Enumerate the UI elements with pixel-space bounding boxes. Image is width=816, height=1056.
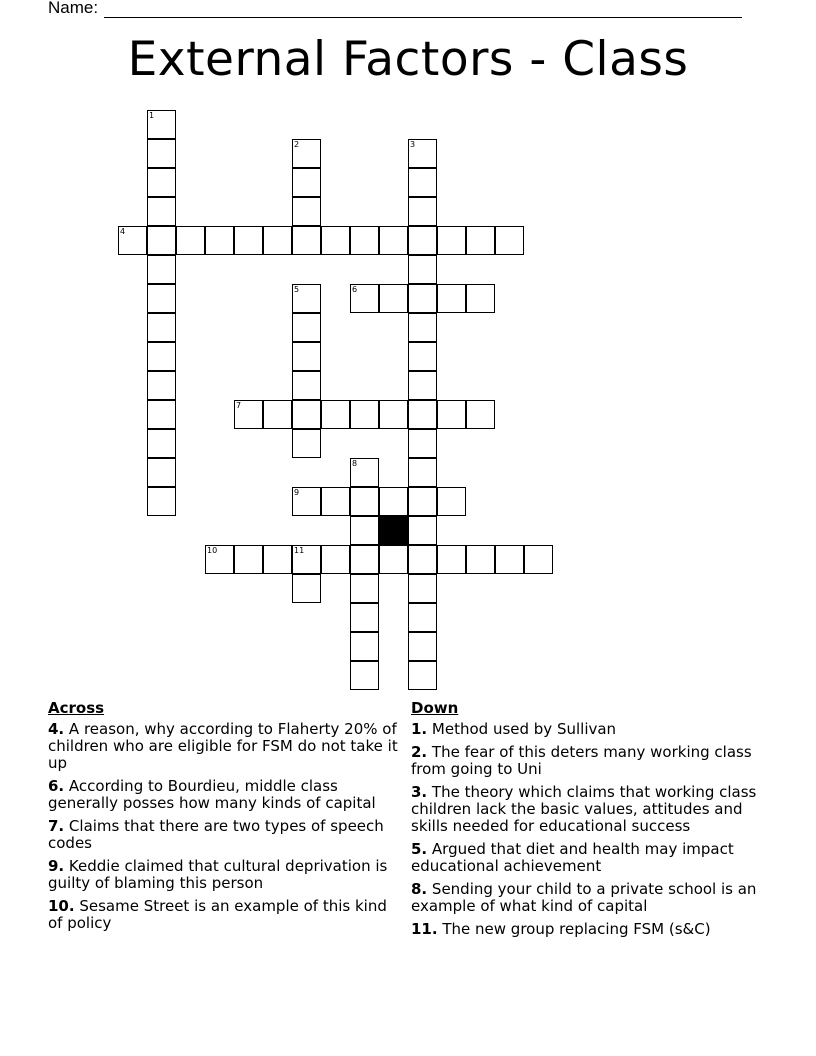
- across-clue-10: 10. Sesame Street is an example of this kind of policy: [48, 897, 387, 932]
- crossword-cell[interactable]: [176, 226, 205, 255]
- crossword-cell[interactable]: [466, 400, 495, 429]
- crossword-cell[interactable]: [321, 545, 350, 574]
- crossword-cell[interactable]: [147, 313, 176, 342]
- crossword-block: [379, 516, 408, 545]
- clue-number: 9: [294, 488, 300, 497]
- crossword-cell[interactable]: [292, 545, 321, 574]
- crossword-cell[interactable]: [408, 168, 437, 197]
- crossword-cell[interactable]: [205, 545, 234, 574]
- clue-number: 6: [352, 285, 358, 294]
- crossword-cell[interactable]: [379, 226, 408, 255]
- crossword-cell[interactable]: [379, 284, 408, 313]
- clue-number: 1: [149, 111, 155, 120]
- crossword-cell[interactable]: [379, 545, 408, 574]
- crossword-cell[interactable]: [263, 545, 292, 574]
- crossword-cell[interactable]: [147, 226, 176, 255]
- crossword-cell[interactable]: [408, 574, 437, 603]
- crossword-cell[interactable]: [437, 487, 466, 516]
- crossword-cell[interactable]: [147, 197, 176, 226]
- clue-number: 5: [294, 285, 300, 294]
- crossword-cell[interactable]: [495, 226, 524, 255]
- crossword-cell[interactable]: [292, 284, 321, 313]
- crossword-cell[interactable]: [408, 139, 437, 168]
- crossword-cell[interactable]: [350, 516, 379, 545]
- crossword-cell[interactable]: [321, 226, 350, 255]
- crossword-cell[interactable]: [408, 429, 437, 458]
- name-label: Name:: [48, 0, 99, 17]
- crossword-cell[interactable]: [234, 226, 263, 255]
- crossword-cell[interactable]: [408, 313, 437, 342]
- across-clue-9: 9. Keddie claimed that cultural deprivation is guilty of blaming this person: [48, 857, 388, 892]
- crossword-cell[interactable]: [408, 255, 437, 284]
- crossword-cell[interactable]: [408, 516, 437, 545]
- down-heading: Down: [411, 699, 459, 717]
- crossword-cell[interactable]: [263, 400, 292, 429]
- crossword-cell[interactable]: [408, 632, 437, 661]
- crossword-cell[interactable]: [408, 342, 437, 371]
- crossword-cell[interactable]: [408, 226, 437, 255]
- crossword-cell[interactable]: [292, 168, 321, 197]
- across-heading: Across: [48, 699, 105, 717]
- crossword-cell[interactable]: [292, 574, 321, 603]
- crossword-cell[interactable]: [350, 284, 379, 313]
- page-title: External Factors - Class: [127, 32, 689, 87]
- crossword-cell[interactable]: [118, 226, 147, 255]
- crossword-cell[interactable]: [321, 487, 350, 516]
- clue-number: 8: [352, 459, 358, 468]
- across-clue-7: 7. Claims that there are two types of speech codes: [48, 817, 384, 852]
- clue-number: 11: [294, 546, 305, 555]
- crossword-cell[interactable]: [292, 371, 321, 400]
- crossword-cell[interactable]: [437, 226, 466, 255]
- crossword-cell[interactable]: [408, 603, 437, 632]
- clue-number: 10: [207, 546, 218, 555]
- crossword-cell[interactable]: [147, 458, 176, 487]
- crossword-cell[interactable]: [292, 487, 321, 516]
- crossword-cell[interactable]: [147, 110, 176, 139]
- crossword-cell[interactable]: [379, 400, 408, 429]
- crossword-cell[interactable]: [147, 400, 176, 429]
- clue-number: 7: [236, 401, 242, 410]
- crossword-cell[interactable]: [408, 661, 437, 690]
- crossword-cell[interactable]: [350, 603, 379, 632]
- crossword-cell[interactable]: [437, 284, 466, 313]
- crossword-cell[interactable]: [408, 284, 437, 313]
- crossword-cell[interactable]: [292, 313, 321, 342]
- crossword-cell[interactable]: [321, 400, 350, 429]
- crossword-cell[interactable]: [437, 400, 466, 429]
- crossword-cell[interactable]: [350, 545, 379, 574]
- crossword-cell[interactable]: [495, 545, 524, 574]
- crossword-cell[interactable]: [147, 168, 176, 197]
- crossword-cell[interactable]: [408, 197, 437, 226]
- crossword-cell[interactable]: [292, 342, 321, 371]
- clue-number: 4: [120, 227, 126, 236]
- crossword-cell[interactable]: [437, 545, 466, 574]
- crossword-cell[interactable]: [147, 255, 176, 284]
- crossword-cell[interactable]: [408, 371, 437, 400]
- crossword-cell[interactable]: [350, 632, 379, 661]
- crossword-cell[interactable]: [466, 545, 495, 574]
- crossword-cell[interactable]: [234, 545, 263, 574]
- crossword-cell[interactable]: [292, 429, 321, 458]
- down-clue-3: 3. The theory which claims that working class children lack the basic values, attitudes and skills needed for educational success: [411, 783, 757, 835]
- crossword-cell[interactable]: [292, 139, 321, 168]
- crossword-cell[interactable]: [147, 429, 176, 458]
- clue-number: 3: [410, 140, 416, 149]
- crossword-cell[interactable]: [147, 342, 176, 371]
- crossword-cell[interactable]: [466, 284, 495, 313]
- crossword-cell[interactable]: [408, 458, 437, 487]
- crossword-cell[interactable]: [466, 226, 495, 255]
- crossword-cell[interactable]: [147, 139, 176, 168]
- crossword-cell[interactable]: [350, 574, 379, 603]
- crossword-cell[interactable]: [205, 226, 234, 255]
- across-clues: [48, 700, 403, 938]
- crossword-cell[interactable]: [408, 400, 437, 429]
- crossword-cell[interactable]: [292, 197, 321, 226]
- down-clue-2: 2. The fear of this deters many working class from going to Uni: [411, 743, 752, 778]
- down-clue-11: 11. The new group replacing FSM (s&C): [411, 920, 711, 938]
- crossword-cell[interactable]: [350, 226, 379, 255]
- crossword-cell[interactable]: [524, 545, 553, 574]
- crossword-cell[interactable]: [234, 400, 263, 429]
- crossword-cell[interactable]: [379, 487, 408, 516]
- down-clue-8: 8. Sending your child to a private school is an example of what kind of capital: [411, 880, 757, 915]
- crossword-cell[interactable]: [350, 661, 379, 690]
- crossword-cell[interactable]: [408, 545, 437, 574]
- crossword-cell[interactable]: [292, 400, 321, 429]
- down-clue-1: 1. Method used by Sullivan: [411, 720, 617, 738]
- crossword-cell[interactable]: [147, 371, 176, 400]
- crossword-cell[interactable]: [147, 284, 176, 313]
- down-clue-5: 5. Argued that diet and health may impact educational achievement: [411, 840, 734, 875]
- crossword-cell[interactable]: [408, 487, 437, 516]
- clue-number: 2: [294, 140, 300, 149]
- crossword-cell[interactable]: [350, 458, 379, 487]
- crossword-cell[interactable]: [263, 226, 292, 255]
- crossword-cell[interactable]: [292, 226, 321, 255]
- down-clues: [411, 700, 781, 944]
- across-clue-4: 4. A reason, why according to Flaherty 20% of children who are eligible for FSM do not take it up: [48, 720, 398, 772]
- crossword-cell[interactable]: [350, 400, 379, 429]
- crossword-cell[interactable]: [350, 487, 379, 516]
- crossword-cell[interactable]: [147, 487, 176, 516]
- across-clue-6: 6. According to Bourdieu, middle class generally posses how many kinds of capital: [48, 777, 376, 812]
